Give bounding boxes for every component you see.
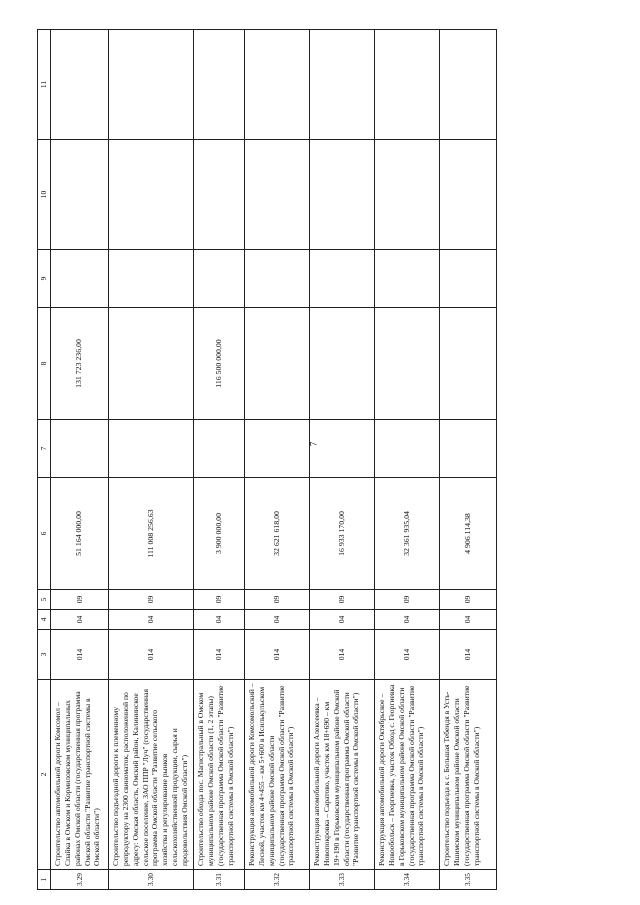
object-name: Строительство подъезда к с. Большая Тебендя в Усть-Ишимском муниципальном районе Омской области (государственная программа Омской области "Развитие транспортной системы в Омской области") [440,680,497,870]
cell-col6: 32 361 935,04 [375,478,440,590]
col-header: 6 [38,478,51,590]
cell-col11 [375,30,440,140]
cell-col3: 014 [440,630,497,680]
cell-col7 [440,420,497,478]
budget-table [37,29,497,890]
cell-col9 [440,250,497,308]
row-number: 3.35 [440,870,497,890]
rotated-table-container [37,30,586,890]
object-name: Строительство подъездной дороги к племенному репродуктору на 2300 свиноматок, расположенной по адресу: Омская область, Омский район, Калининское сельское поселение, ЗАО ППР "Луч" (государственная программа Омской области "Развитие сельского хозяйства и регулирование рынков сельскохозяйственной продукции, сырья и продовольствия Омской области") [109,680,194,870]
cell-col9 [51,250,109,308]
object-name: Реконструкция автомобильной дороги Алексеевка – Новопокровка – Саратово, участок км 18+690 – км 19+190 в Горьковском муниципальном районе Омской области (государственная программа Омской области "Развитие транспортной системы в Омской области") [310,680,375,870]
header-row [38,30,51,890]
cell-col11 [109,30,194,140]
cell-col10 [245,140,310,250]
object-name: Строительство автомобильной дороги Комсомол – Спайка в Омском и Кормиловском муниципальных районах Омской области (государственная программа Омской области "Развитие транспортной системы в Омской области") [51,680,109,870]
table-row [375,30,440,890]
row-number: 3.30 [109,870,194,890]
col-header: 8 [38,308,51,420]
cell-col5: 09 [109,590,194,610]
cell-col10 [310,140,375,250]
cell-col6: 111 008 256,63 [109,478,194,590]
cell-col4: 04 [51,610,109,630]
col-header: 10 [38,140,51,250]
cell-col5: 09 [245,590,310,610]
table-row [194,30,245,890]
cell-col4: 04 [245,610,310,630]
cell-col8 [245,308,310,420]
cell-col10 [194,140,245,250]
cell-col6: 32 621 618,00 [245,478,310,590]
cell-col7 [51,420,109,478]
cell-col8: 116 500 000,00 [194,308,245,420]
cell-col10 [109,140,194,250]
cell-col7 [245,420,310,478]
cell-col11 [194,30,245,140]
row-number: 3.34 [375,870,440,890]
col-header: 4 [38,610,51,630]
cell-col5: 09 [310,590,375,610]
col-header: 9 [38,250,51,308]
cell-col6: 4 906 114,38 [440,478,497,590]
cell-col8 [109,308,194,420]
cell-col9 [194,250,245,308]
cell-col3: 014 [310,630,375,680]
cell-col5: 09 [440,590,497,610]
object-name: Реконструкция автомобильной дороги Октябрьское – Новообольск – Георгиевка, участок Обход с. Георгиевка в Горьковском муниципальном районе Омской области (государственная программа Омской области "Развитие транспортной системы в Омской области") [375,680,440,870]
table-row [245,30,310,890]
col-header: 11 [38,30,51,140]
row-number: 3.29 [51,870,109,890]
cell-col3: 014 [109,630,194,680]
cell-col6: 3 900 000,00 [194,478,245,590]
cell-col11 [440,30,497,140]
page-number: 7 [308,441,319,447]
cell-col7 [375,420,440,478]
row-number: 3.32 [245,870,310,890]
table-row [310,30,375,890]
cell-col5: 09 [375,590,440,610]
cell-col4: 04 [375,610,440,630]
object-name: Строительство обхода пос. Магистральный в Омском муниципальном районе Омской области (1, 2 этапы) (государственная программа Омской области "Развитие транспортной системы в Омской области") [194,680,245,870]
cell-col3: 014 [375,630,440,680]
cell-col11 [310,30,375,140]
cell-col9 [109,250,194,308]
table-row [51,30,109,890]
cell-col8 [375,308,440,420]
cell-col5: 09 [194,590,245,610]
cell-col9 [245,250,310,308]
cell-col8 [440,308,497,420]
cell-col7 [310,420,375,478]
object-name: Реконструкция автомобильной дороги Комсомольский – Лесной, участок км 4+455 – км 5+600 в Исилькульском муниципальном районе Омской области (государственная программа Омской области "Развитие транспортной системы в Омской области") [245,680,310,870]
cell-col10 [440,140,497,250]
cell-col6: 16 933 170,00 [310,478,375,590]
col-header: 1 [38,870,51,890]
cell-col3: 014 [245,630,310,680]
row-number: 3.31 [194,870,245,890]
cell-col11 [245,30,310,140]
cell-col8 [310,308,375,420]
table-row [440,30,497,890]
table-row [109,30,194,890]
cell-col4: 04 [440,610,497,630]
cell-col10 [51,140,109,250]
row-number: 3.33 [310,870,375,890]
cell-col9 [310,250,375,308]
col-header: 3 [38,630,51,680]
cell-col10 [375,140,440,250]
cell-col4: 04 [310,610,375,630]
cell-col7 [109,420,194,478]
col-header: 2 [38,680,51,870]
cell-col3: 014 [51,630,109,680]
cell-col5: 09 [51,590,109,610]
cell-col6: 51 164 000,00 [51,478,109,590]
cell-col11 [51,30,109,140]
col-header: 7 [38,420,51,478]
cell-col7 [194,420,245,478]
cell-col8: 131 723 236,00 [51,308,109,420]
cell-col9 [375,250,440,308]
cell-col3: 014 [194,630,245,680]
cell-col4: 04 [109,610,194,630]
cell-col4: 04 [194,610,245,630]
col-header: 5 [38,590,51,610]
